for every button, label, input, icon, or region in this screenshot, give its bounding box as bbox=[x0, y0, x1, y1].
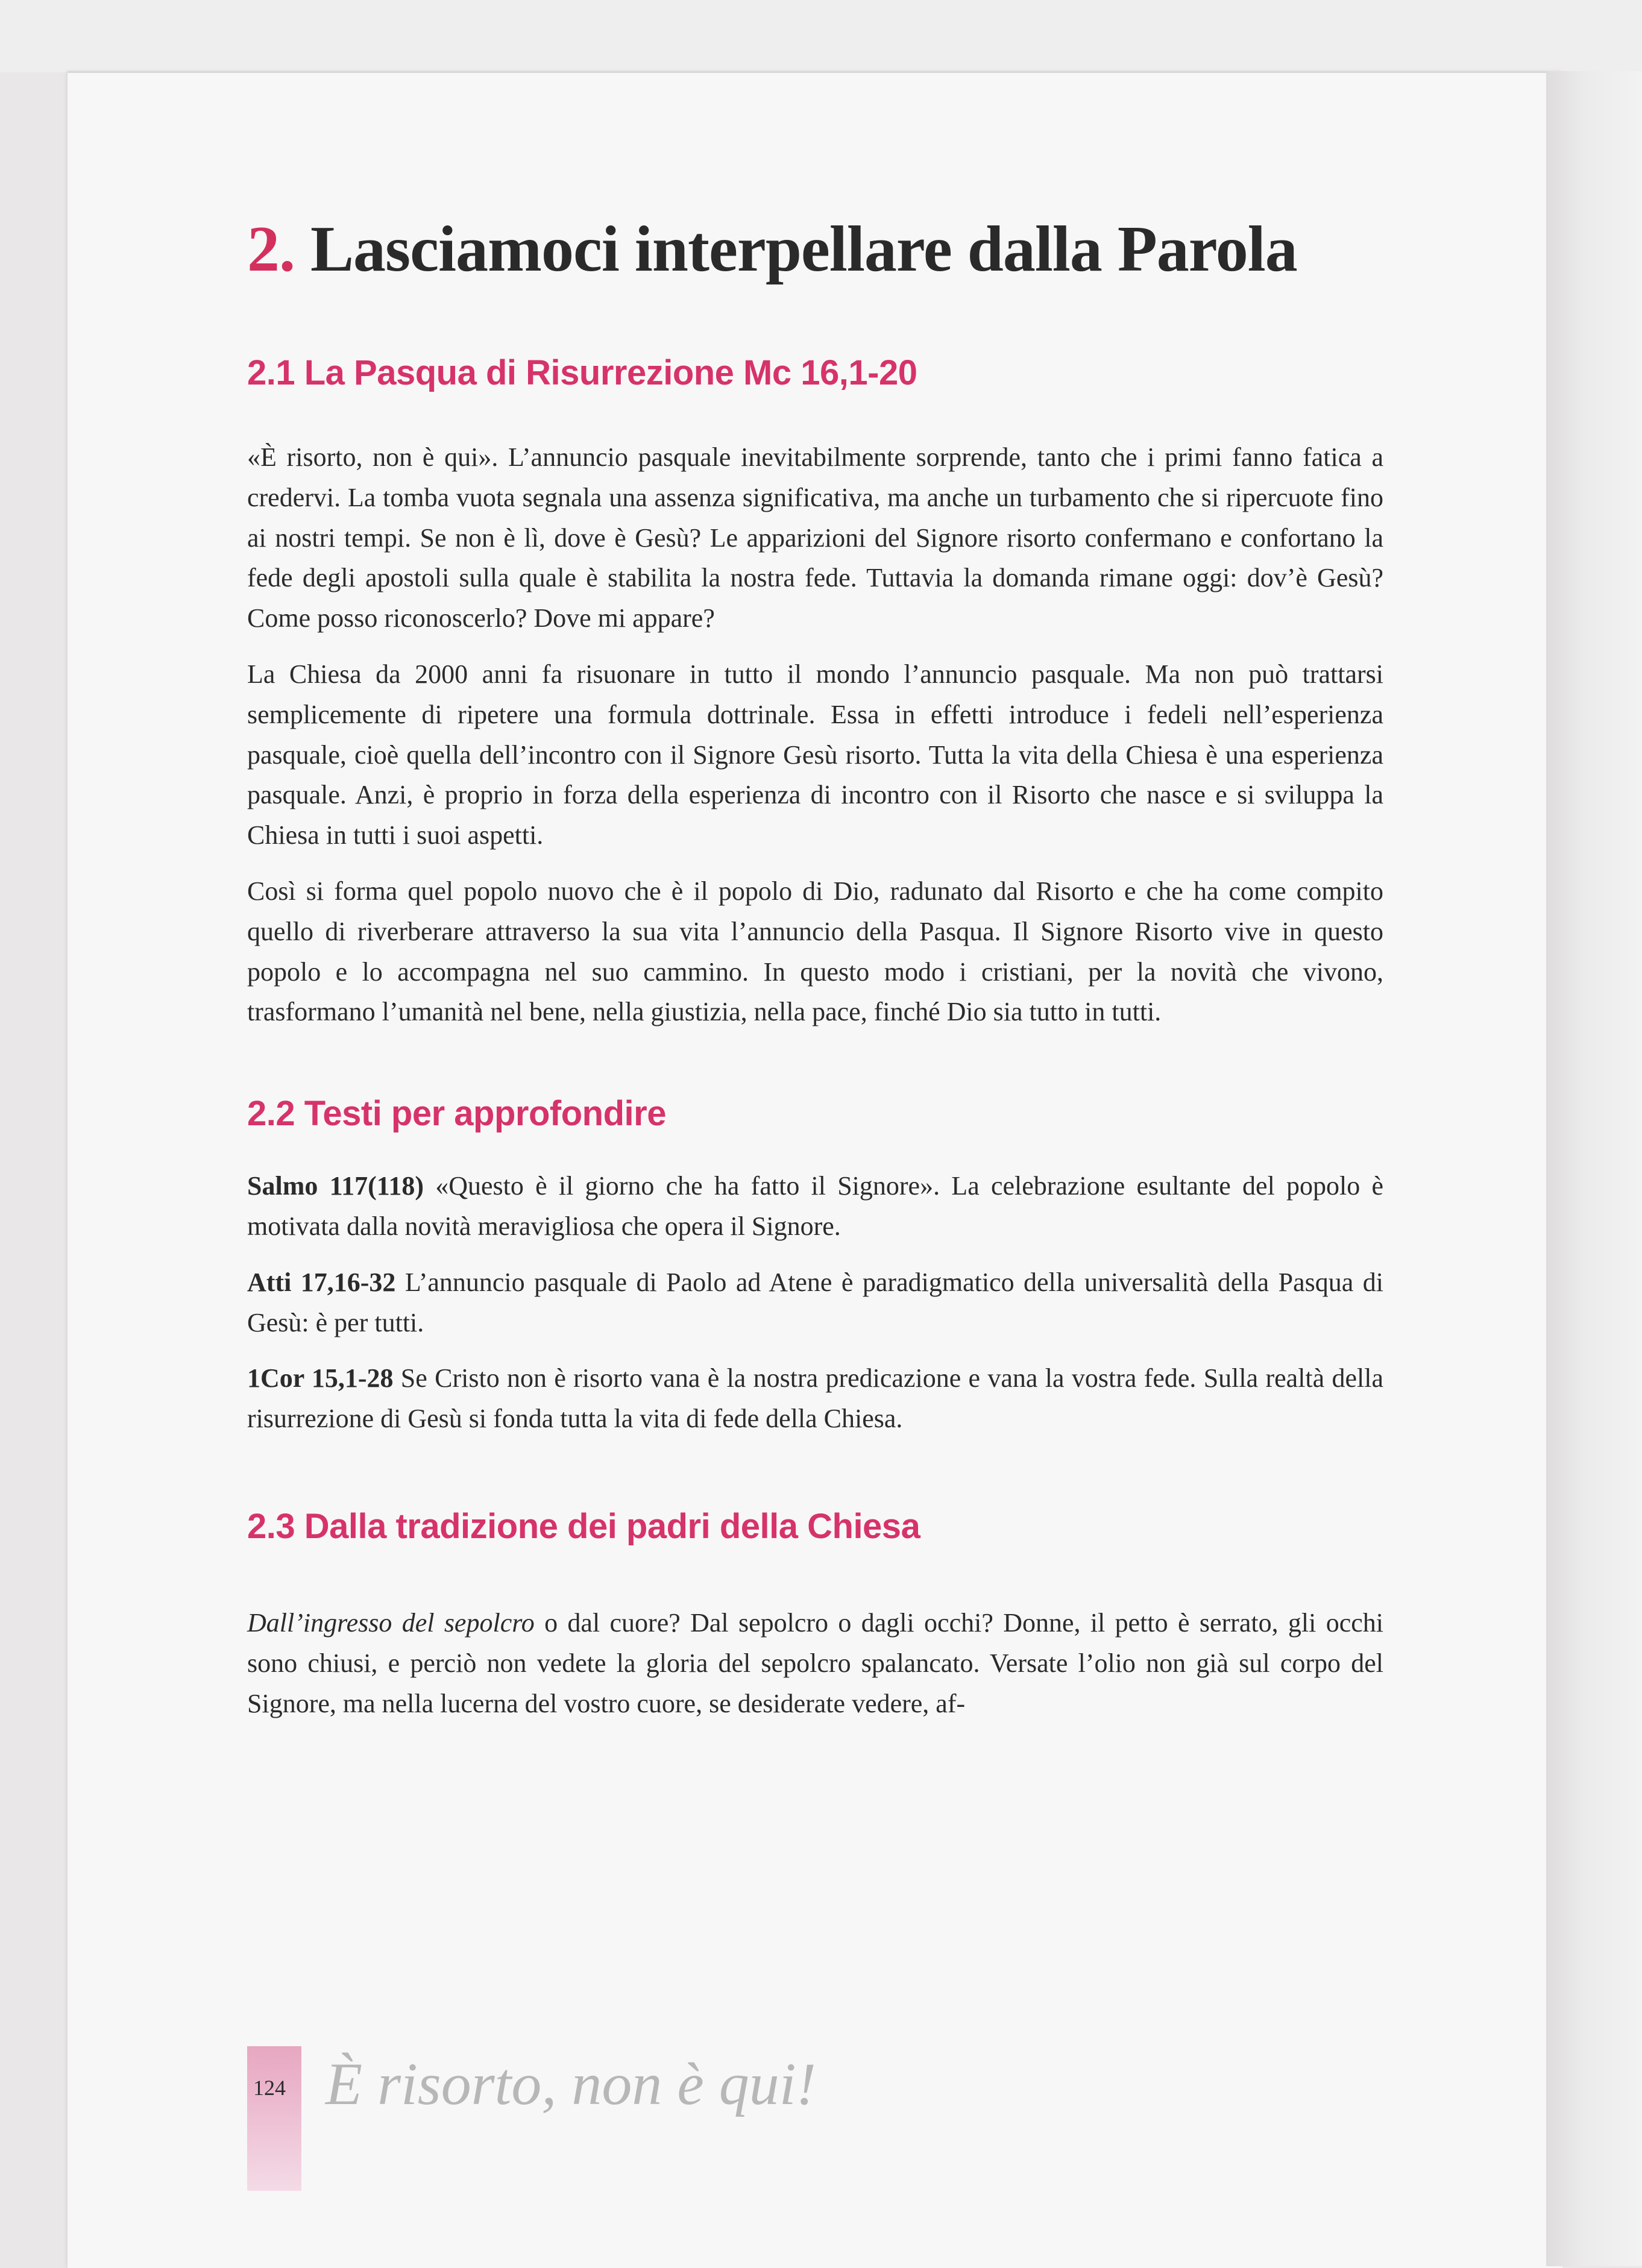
scripture-reference: 1Cor 15,1-28 bbox=[247, 1363, 394, 1393]
page-content bbox=[247, 213, 1383, 1724]
reference-item bbox=[247, 1263, 1383, 1343]
paragraph: Così si forma quel popolo nuovo che è il popolo di Dio, radunato dal Risorto e che ha come compito quello di riverberare attraverso la sua vita l’annuncio della Pasqua. Il Signore Risorto vive in questo popolo e lo accompagna nel suo cammino. In questo modo i cristiani, per la novità che vivono, trasformano l’umanità nel bene, nella giustizia, nella pace, finché Dio sia tutto in tutti. bbox=[247, 876, 1383, 1027]
book-gutter bbox=[1546, 71, 1642, 2266]
quote-text: o dal cuore? Dal sepolcro o dagli occhi? Donne, il petto è serrato, gli occhi sono chiusi, e perciò non vedete la gloria del sepolcro spalancato. Versate l’olio non già sul corpo del Signore, ma nella lucerna del vostro cuore, se desiderate vedere, af- bbox=[247, 1607, 1383, 1718]
running-title: È risorto, non è qui! bbox=[326, 2050, 816, 2117]
scripture-reference: Salmo 117(118) bbox=[247, 1171, 424, 1201]
chapter-number: 2. bbox=[247, 213, 295, 285]
paragraph: La Chiesa da 2000 anni fa risuonare in tutto il mondo l’annuncio pasquale. Ma non può trattarsi semplicemente di ripetere una formula dottrinale. Essa in effetti introduce i fedeli nell’esperienza pasquale, cioè quella dell’incontro con il Signore Gesù risorto. Tutta la vita della Chiesa è una esperienza pasquale. Anzi, è proprio in forza della esperienza di incontro con il Risorto che nasce e si sviluppa la Chiesa in tutti i suoi aspetti. bbox=[247, 659, 1383, 850]
patristic-quote bbox=[247, 1603, 1383, 1724]
scan-background bbox=[0, 0, 1642, 72]
section-heading-2-2: 2.2 Testi per approfondire bbox=[247, 1094, 666, 1134]
reference-text: L’annuncio pasquale di Paolo ad Atene è paradigmatico della universalità della Pasqua di Gesù: è per tutti. bbox=[247, 1267, 1383, 1337]
reference-item bbox=[247, 1166, 1383, 1247]
page-number: 124 bbox=[253, 2076, 286, 2100]
reference-text: «Questo è il giorno che ha fatto il Signore». La celebrazione esultante del popolo è motivata dalla novità meravigliosa che opera il Signore. bbox=[247, 1171, 1383, 1241]
reference-text: Se Cristo non è risorto vana è la nostra predicazione e vana la vostra fede. Sulla realtà della risurrezione di Gesù si fonda tutta la vita di fede della Chiesa. bbox=[247, 1363, 1383, 1434]
quote-title: Dall’ingresso del sepolcro bbox=[247, 1607, 535, 1638]
page-number-bar bbox=[247, 2046, 301, 2191]
section-heading-2-3: 2.3 Dalla tradizione dei padri della Chiesa bbox=[247, 1506, 920, 1546]
reference-item bbox=[247, 1359, 1383, 1439]
scripture-reference: Atti 17,16-32 bbox=[247, 1267, 396, 1297]
chapter-title-text: Lasciamoci interpellare dalla Parola bbox=[310, 213, 1297, 285]
section-heading-2-1: 2.1 La Pasqua di Risurrezione Mc 16,1-20 bbox=[247, 353, 917, 392]
page-footer bbox=[247, 2046, 970, 2191]
chapter-title bbox=[247, 213, 1383, 285]
paragraph: «È risorto, non è qui». L’annuncio pasquale inevitabilmente sorprende, tanto che i primi fanno fatica a credervi. La tomba vuota segnala una assenza significativa, ma anche un turbamento che si ripercuote fino ai nostri tempi. Se non è lì, dove è Gesù? Le apparizioni del Signore risorto confermano e confortano la fede degli apostoli sulla quale è stabilita la nostra fede. Tuttavia la domanda rimane oggi: dov’è Gesù? Come posso riconoscerlo? Dove mi appare? bbox=[247, 442, 1383, 633]
